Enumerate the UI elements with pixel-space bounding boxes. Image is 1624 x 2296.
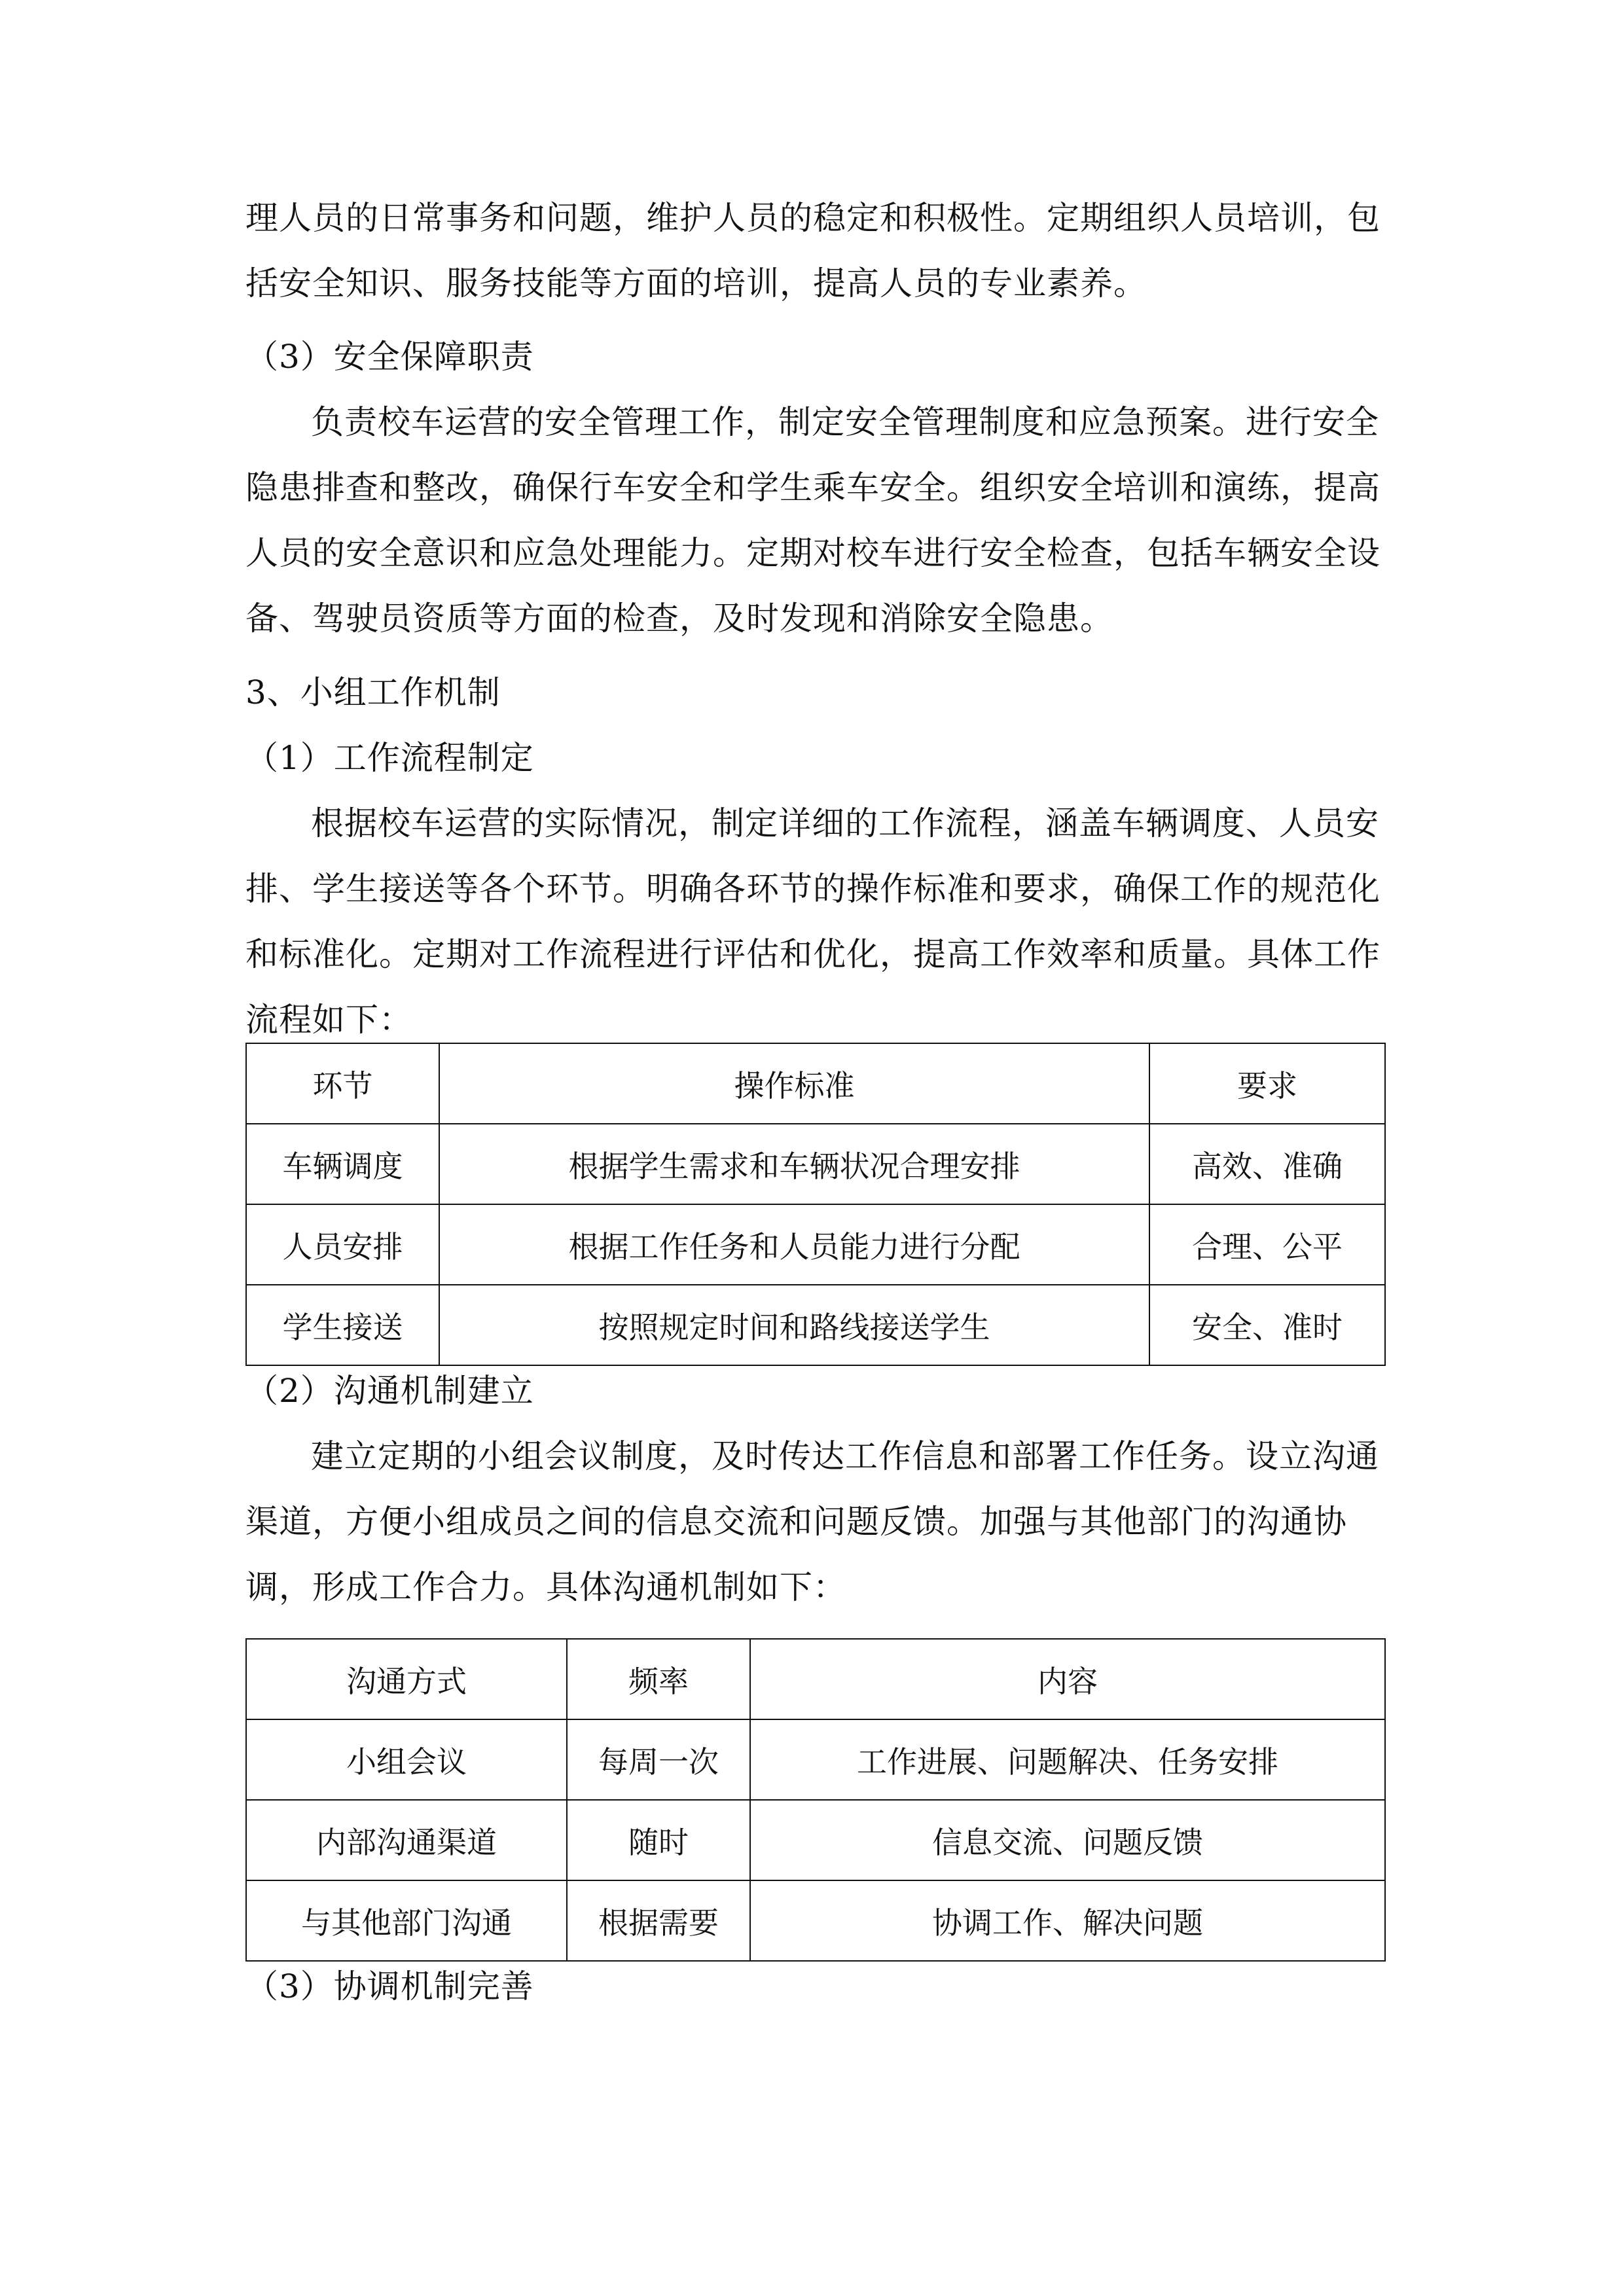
section-heading: （3）协调机制完善: [245, 1967, 534, 2005]
section-heading: （3）安全保障职责: [245, 338, 534, 376]
table-header-cell: 要求: [1149, 1043, 1385, 1124]
workflow-table: [245, 1043, 1386, 1366]
paragraph-line: 负责校车运营的安全管理工作，制定安全管理制度和应急预案。进行安全: [311, 403, 1379, 441]
table-header-cell: 内容: [750, 1639, 1385, 1719]
table-header-cell: 操作标准: [439, 1043, 1149, 1124]
table-cell: 随时: [567, 1800, 750, 1880]
section-heading: （1）工作流程制定: [245, 739, 534, 777]
paragraph-line: 调，形成工作合力。具体沟通机制如下：: [245, 1568, 846, 1606]
table-cell: 信息交流、问题反馈: [750, 1800, 1385, 1880]
table-cell: 车辆调度: [246, 1124, 439, 1204]
paragraph-line: 根据校车运营的实际情况，制定详细的工作流程，涵盖车辆调度、人员安: [311, 804, 1379, 842]
table-row: [246, 1124, 1385, 1204]
table-cell: 人员安排: [246, 1204, 439, 1285]
paragraph-line: 括安全知识、服务技能等方面的培训，提高人员的专业素养。: [245, 264, 1147, 302]
table-cell: 根据工作任务和人员能力进行分配: [439, 1204, 1149, 1285]
paragraph-line: 排、学生接送等各个环节。明确各环节的操作标准和要求，确保工作的规范化: [245, 870, 1380, 908]
table-cell: 小组会议: [246, 1719, 567, 1800]
paragraph-line: 渠道，方便小组成员之间的信息交流和问题反馈。加强与其他部门的沟通协: [245, 1503, 1347, 1541]
table-header-cell: 环节: [246, 1043, 439, 1124]
table-cell: 根据需要: [567, 1880, 750, 1961]
paragraph-line: 备、驾驶员资质等方面的检查，及时发现和消除安全隐患。: [245, 600, 1113, 637]
table-cell: 高效、准确: [1149, 1124, 1385, 1204]
paragraph-line: 和标准化。定期对工作流程进行评估和优化，提高工作效率和质量。具体工作: [245, 935, 1380, 973]
table-row: [246, 1719, 1385, 1800]
section-heading: （2）沟通机制建立: [245, 1372, 534, 1410]
table-header-row: [246, 1639, 1385, 1719]
table-cell: 根据学生需求和车辆状况合理安排: [439, 1124, 1149, 1204]
communication-table: [245, 1638, 1386, 1962]
table-cell: 内部沟通渠道: [246, 1800, 567, 1880]
table-header-row: [246, 1043, 1385, 1124]
table-row: [246, 1800, 1385, 1880]
table-cell: 与其他部门沟通: [246, 1880, 567, 1961]
paragraph-line: 建立定期的小组会议制度，及时传达工作信息和部署工作任务。设立沟通: [311, 1437, 1379, 1475]
table-header-cell: 沟通方式: [246, 1639, 567, 1719]
paragraph-line: 流程如下：: [245, 1001, 412, 1039]
table-row: [246, 1880, 1385, 1961]
table-row: [246, 1285, 1385, 1365]
table-cell: 合理、公平: [1149, 1204, 1385, 1285]
table-cell: 工作进展、问题解决、任务安排: [750, 1719, 1385, 1800]
table-cell: 按照规定时间和路线接送学生: [439, 1285, 1149, 1365]
table-header-cell: 频率: [567, 1639, 750, 1719]
table-row: [246, 1204, 1385, 1285]
table-cell: 每周一次: [567, 1719, 750, 1800]
paragraph-line: 人员的安全意识和应急处理能力。定期对校车进行安全检查，包括车辆安全设: [245, 534, 1380, 572]
table-cell: 学生接送: [246, 1285, 439, 1365]
chapter-heading: 3、小组工作机制: [245, 673, 501, 711]
paragraph-line: 隐患排查和整改，确保行车安全和学生乘车安全。组织安全培训和演练，提高: [245, 469, 1380, 507]
paragraph-line: 理人员的日常事务和问题，维护人员的稳定和积极性。定期组织人员培训，包: [245, 199, 1380, 237]
table-cell: 协调工作、解决问题: [750, 1880, 1385, 1961]
table-cell: 安全、准时: [1149, 1285, 1385, 1365]
